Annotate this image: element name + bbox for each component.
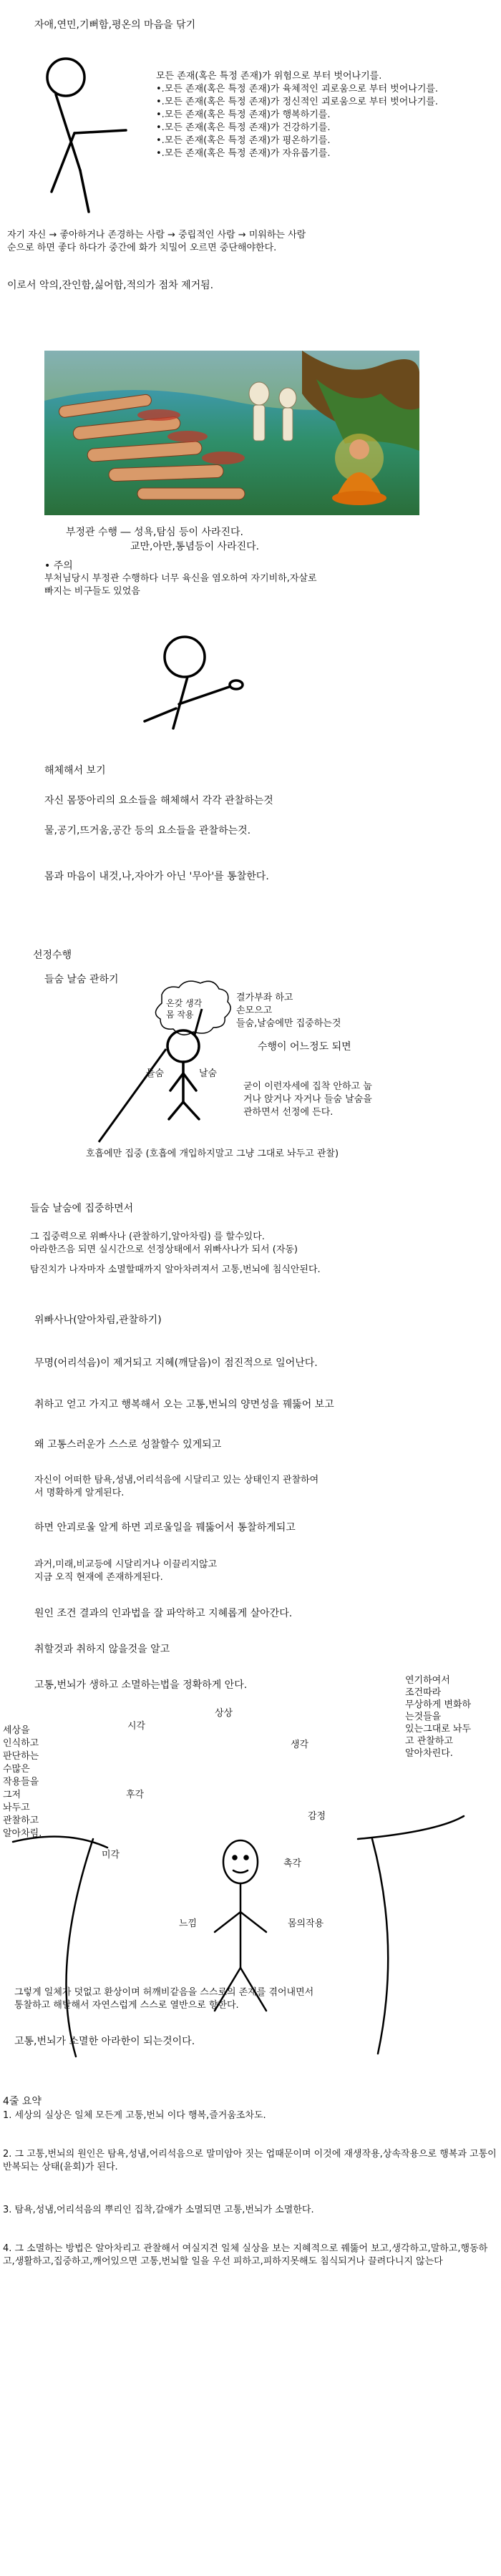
breath-label: 들숨 날숨 관하기	[44, 974, 119, 985]
dissect-p1: 자신 몸뚱아리의 요소들을 해체해서 각각 관찰하는것	[44, 795, 273, 806]
breath-out-label: 날숨	[199, 1068, 218, 1079]
label-thought: 생각	[291, 1740, 309, 1750]
progress-note: 수행이 어느정도 되면	[258, 1041, 351, 1053]
wish-item: 모든 존재(혹은 특정 존재)가 위험으로 부터 벗어나기를.	[156, 71, 382, 82]
breath-caption: 호흡에만 집중 (호흡에 개입하지말고 그냥 그대로 놔두고 관찰)	[86, 1148, 339, 1159]
label-feeling: 느낌	[179, 1918, 198, 1929]
order-paragraph: 자기 자신 → 좋아하거나 존경하는 사람 → 중립적인 사람 → 미워하는 사람 순으로 하면 좋다 하다가 중간에 화가 치밀어 오르면 중단해야한다.	[7, 230, 306, 253]
vipassana-p1: 무명(어리석음)이 제거되고 지혜(깨달음)이 점진적으로 일어난다.	[34, 1357, 318, 1369]
wish-item: •.모든 존재(혹은 특정 존재)가 자유롭기를.	[156, 148, 331, 159]
vipassana-p3: 왜 고통스러운가 스스로 성찰할수 있게되고	[34, 1439, 222, 1450]
wish-item: •.모든 존재(혹은 특정 존재)가 평온하기를.	[156, 135, 331, 146]
label-smell: 후각	[126, 1790, 145, 1800]
dissect-p3: 몸과 마음이 내것,나,자아가 아닌 '무아'를 통찰한다.	[44, 871, 269, 882]
summary-item-4: 4. 그 소멸하는 방법은 알아차리고 관찰해서 여실지견 일체 실상을 보는 지혜적으로 꿰뚫어 보고,생각하고,말하고,행동하고,생활하고,집중하고,깨어있으면 고통,번뇌할 일을 우선 피하고,피하지못해도 침식되거나 끌려다니지 않는다	[3, 2243, 488, 2267]
diagram-left-note: 세상을 인식하고 판단하는 수많은 작용들을 그저 놔두고 관찰하고 알아차림.	[3, 1725, 42, 1839]
vipassana-p9: 고통,번뇌가 생하고 소멸하는법을 정확하게 안다.	[34, 1679, 248, 1691]
diagram-right-note: 연기하여서 조건따라 무상하게 변화하 는것들을 있는그대로 놔두 고 관찰하고 알아차린다.	[405, 1675, 472, 1759]
summary-heading: 4줄 요약	[3, 2096, 42, 2107]
impurity-note: 부처님당시 부정관 수행하다 너무 육신을 염오하여 자기비하,자살로 빠지는 비구들도 있었음	[44, 573, 317, 597]
vipassana-p7: 원인 조건 결과의 인과법을 잘 파악하고 지혜롭게 살아간다.	[34, 1608, 293, 1619]
vipassana-p6: 과거,미래,비교등에 시달리거나 이끌리지않고 지금 오직 현재에 존재하게된다.	[34, 1559, 218, 1583]
stick-figure-pointing	[145, 637, 243, 728]
label-taste: 미각	[102, 1850, 120, 1860]
impurity-line-2: 교만,아만,통념등이 사라진다.	[130, 541, 260, 552]
vipassana-p4: 자신이 어떠한 탐욕,성냄,어리석음에 시달리고 있는 상태인지 관찰하여 서 명확하게 알게된다.	[34, 1475, 319, 1498]
label-perception: 상상	[215, 1708, 233, 1719]
monk	[332, 434, 386, 505]
wish-item: •.모든 존재(혹은 특정 존재)가 건강하기를.	[156, 122, 331, 133]
posture-note: 굳이 이런자세에 집착 안하고 눕 거나 앉거나 자거나 들숨 날숨을 관하면서 선정에 든다.	[243, 1081, 372, 1118]
focus-p2: 탐진치가 나자마자 소멸할때까지 알아차려져서 고통,번뇌에 침식안된다.	[30, 1264, 321, 1275]
vipassana-p8: 취할것과 취하지 않을것을 알고	[34, 1644, 170, 1655]
focus-p1: 그 집중력으로 위빠사나 (관찰하기,알아차림) 를 할수있다. 아라한즈음 되면 실시간으로 선정상태에서 위빠사나가 되서 (자동)	[30, 1231, 298, 1255]
vipassana-heading: 위빠사나(알아차림,관찰하기)	[34, 1314, 162, 1326]
wish-item: •.모든 존재(혹은 특정 존재)가 정신적인 괴로움으로 부터 벗어나기를.	[156, 97, 439, 107]
focus-line: 들숨 날숨에 집중하면서	[30, 1203, 134, 1214]
posture-result: 결가부좌 하고 손모으고 들숨,날숨에만 집중하는것	[236, 992, 341, 1029]
stick-figure-reaching	[47, 59, 126, 212]
page-title: 자애,연민,기뻐함,평온의 마음을 닦기	[34, 19, 196, 31]
note-bullet: • 주의	[44, 560, 73, 572]
breath-in-label: 들숨	[146, 1068, 165, 1079]
summary-item-2: 2. 그 고통,번뇌의 원인은 탐욕,성냄,어리석음으로 말미암아 짓는 업때문이며 이것에 재생작용,상속작용으로 행복과 고통이 반복되는 상태(윤회)가 된다.	[3, 2149, 497, 2172]
meditating-figure	[167, 1030, 199, 1119]
bubble-text: 온갖 생각 몸 작용	[166, 998, 203, 1020]
summary-item-1: 1. 세상의 실상은 일체 모든게 고통,번뇌 이다 행복,즐거움조차도.	[3, 2110, 266, 2121]
dissect-p2: 물,공기,뜨거움,공간 등의 요소들을 관찰하는것.	[44, 825, 251, 836]
removal-note: 이로서 악의,잔인함,싫어함,적의가 점차 제거됨.	[7, 280, 214, 291]
wish-list	[156, 70, 471, 160]
dissect-heading: 해체해서 보기	[44, 765, 106, 776]
conclusion-p1: 그렇게 일체가 덧없고 환상이며 허깨비같음을 스스로의 존재를 겪어내면서 통찰하고 해탈해서 자연스럽게 스스로 열반으로 향한다.	[14, 1987, 314, 2011]
label-touch: 촉각	[283, 1858, 302, 1869]
impurity-contemplation-painting	[44, 351, 419, 515]
vipassana-p2: 취하고 얻고 가지고 행복해서 오는 고통,번뇌의 양면성을 꿰뚫어 보고	[34, 1399, 334, 1410]
samatha-heading: 선정수행	[33, 950, 72, 961]
summary-item-3: 3. 탐욕,성냄,어리석음의 뿌리인 집착,갈애가 소멸되면 고통,번뇌가 소멸한다.	[3, 2205, 314, 2215]
impurity-line-1: 부정관 수행 ― 성욕,탐심 등이 사라진다.	[66, 527, 244, 538]
label-sight: 시각	[127, 1721, 146, 1732]
label-emotion: 감정	[308, 1811, 326, 1822]
wish-item: •.모든 존재(혹은 특정 존재)가 행복하기를.	[156, 109, 331, 120]
vipassana-p5: 하면 안괴로울 알게 하면 괴로울일을 꿰뚫어서 통찰하게되고	[34, 1522, 296, 1533]
perception-diagram	[13, 1816, 464, 2057]
wish-item: •.모든 존재(혹은 특정 존재)가 육체적인 괴로움으로 부터 벗어나기를.	[156, 84, 439, 94]
label-body: 몸의작용	[288, 1918, 324, 1929]
conclusion-p2: 고통,번뇌가 소멸한 아라한이 되는것이다.	[14, 2036, 195, 2047]
